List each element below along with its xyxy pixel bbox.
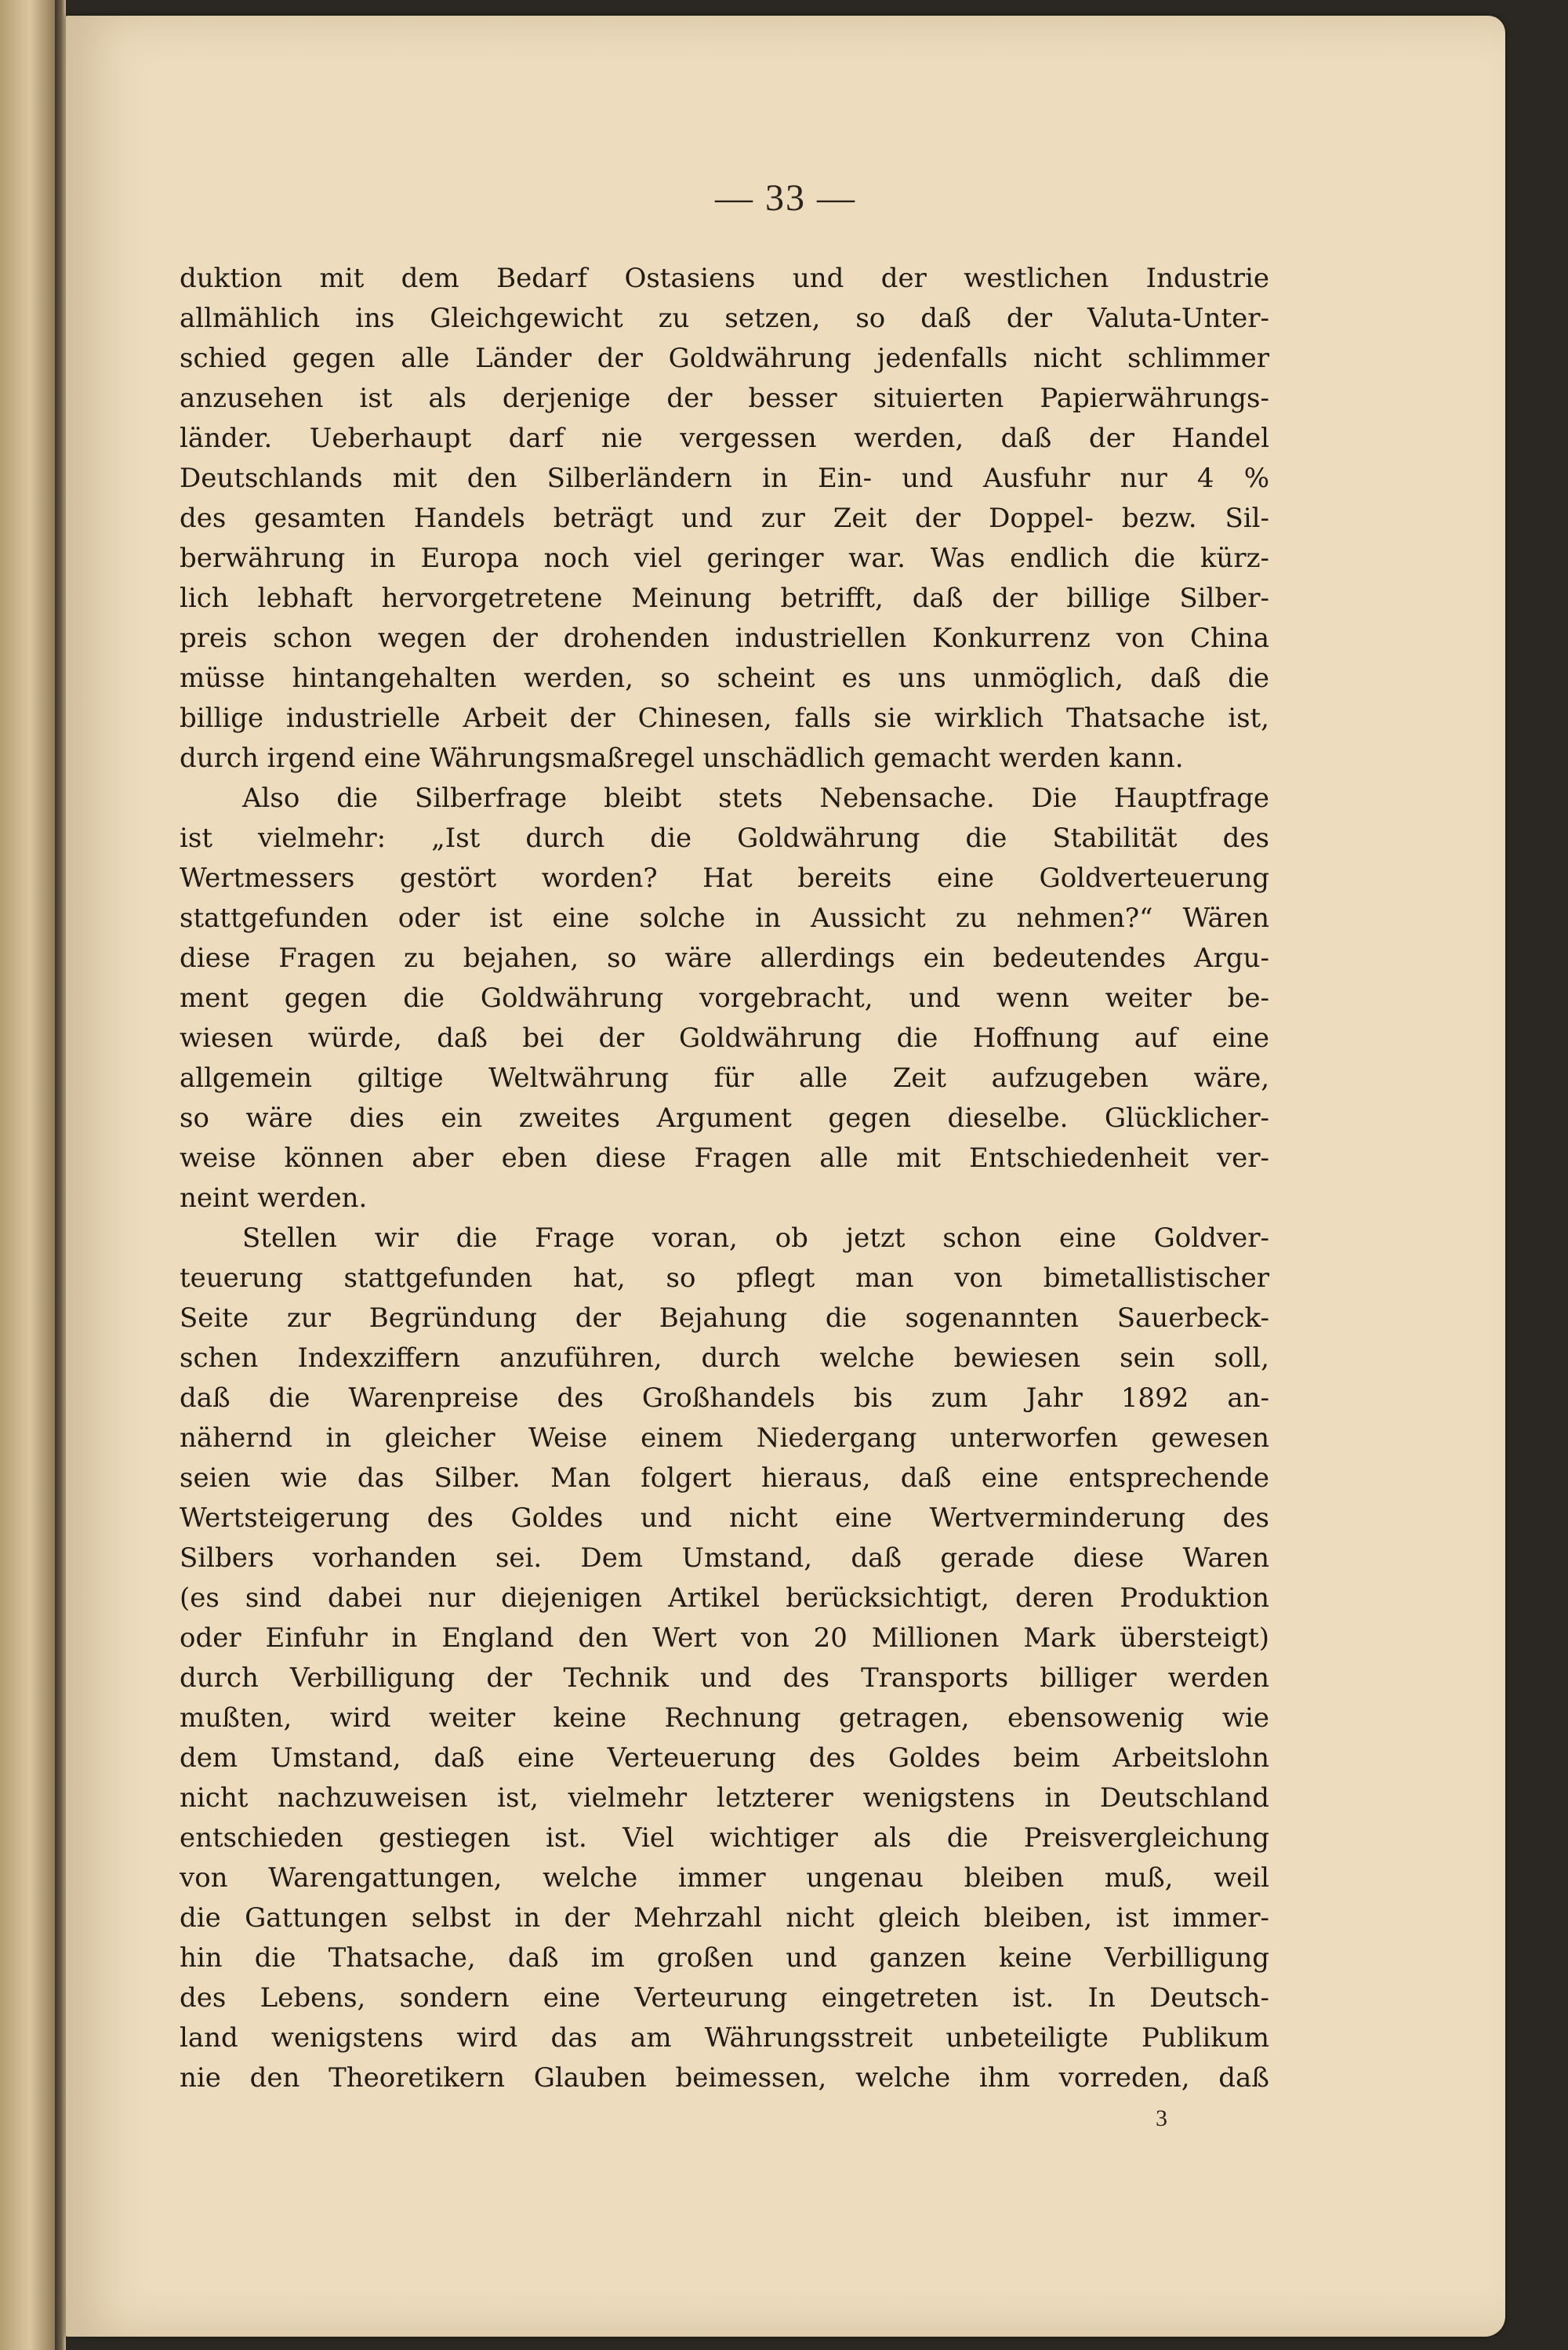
text-line: länder. Ueberhaupt darf nie vergessen werden, daß der Handel (180, 423, 1269, 454)
text-line: billige industrielle Arbeit der Chinesen, falls sie wirklich Thatsache ist, (180, 703, 1269, 734)
left-page-edge (0, 0, 55, 2350)
text-line: wiesen würde, daß bei der Goldwährung die Hoffnung auf eine (180, 1022, 1269, 1054)
text-line: hin die Thatsache, daß im großen und ganzen keine Verbilligung (180, 1942, 1269, 1974)
text-line: diese Fragen zu bejahen, so wäre allerdings ein bedeutendes Argu- (180, 943, 1269, 974)
text-line: Silbers vorhanden sei. Dem Umstand, daß gerade diese Waren (180, 1542, 1269, 1574)
text-line: daß die Warenpreise des Großhandels bis zum Jahr 1892 an- (180, 1382, 1269, 1414)
text-line: des gesamten Handels beträgt und zur Zeit der Doppel- bezw. Sil- (180, 503, 1269, 534)
text-line: weise können aber eben diese Fragen alle mit Entschiedenheit ver- (180, 1142, 1269, 1174)
text-line: nicht nachzuweisen ist, vielmehr letzterer wenigstens in Deutschland (180, 1782, 1269, 1814)
text-line: land wenigstens wird das am Währungsstreit unbeteiligte Publikum (180, 2022, 1269, 2054)
text-line: Also die Silberfrage bleibt stets Nebensache. Die Hauptfrage (242, 783, 1269, 814)
text-line: nie den Theoretikern Glauben beimessen, welche ihm vorreden, daß (180, 2062, 1269, 2094)
text-line: so wäre dies ein zweites Argument gegen dieselbe. Glücklicher- (180, 1102, 1269, 1134)
text-line: stattgefunden oder ist eine solche in Aussicht zu nehmen?“ Wären (180, 903, 1269, 934)
text-line: schen Indexziffern anzuführen, durch welche bewiesen sein soll, (180, 1342, 1269, 1374)
text-line: ist vielmehr: „Ist durch die Goldwährung die Stabilität des (180, 823, 1269, 854)
text-line: allmählich ins Gleichgewicht zu setzen, so daß der Valuta-Unter- (180, 303, 1269, 334)
text-line: allgemein giltige Weltwährung für alle Zeit aufzugeben wäre, (180, 1062, 1269, 1094)
text-line: Stellen wir die Frage voran, ob jetzt schon eine Goldver- (242, 1222, 1269, 1254)
text-line: von Warengattungen, welche immer ungenau bleiben muß, weil (180, 1862, 1269, 1894)
body-text (180, 259, 1269, 2098)
text-line: Wertsteigerung des Goldes und nicht eine Wertverminderung des (180, 1502, 1269, 1534)
text-line: nähernd in gleicher Weise einem Niedergang unterworfen gewesen (180, 1422, 1269, 1454)
text-line: entschieden gestiegen ist. Viel wichtiger als die Preisvergleichung (180, 1822, 1269, 1854)
book-gutter (55, 0, 66, 2350)
text-line: lich lebhaft hervorgetretene Meinung betrifft, daß der billige Silber- (180, 583, 1269, 614)
page-number: — 33 — (715, 177, 856, 219)
book-page (66, 16, 1505, 2337)
text-line: teuerung stattgefunden hat, so pflegt man von bimetallistischer (180, 1262, 1269, 1294)
text-line: Wertmessers gestört worden? Hat bereits eine Goldverteuerung (180, 863, 1269, 894)
text-line: anzusehen ist als derjenige der besser situierten Papierwährungs- (180, 383, 1269, 414)
text-line: berwährung in Europa noch viel geringer war. Was endlich die kürz- (180, 543, 1269, 574)
text-line: duktion mit dem Bedarf Ostasiens und der westlichen Industrie (180, 263, 1269, 294)
text-line: seien wie das Silber. Man folgert hieraus, daß eine entsprechende (180, 1462, 1269, 1494)
text-line: ment gegen die Goldwährung vorgebracht, und wenn weiter be- (180, 982, 1269, 1014)
text-line: müsse hintangehalten werden, so scheint es uns unmöglich, daß die (180, 663, 1269, 694)
signature-mark: 3 (1156, 2105, 1167, 2131)
text-line: oder Einfuhr in England den Wert von 20 Millionen Mark übersteigt) (180, 1622, 1269, 1654)
text-line: Seite zur Begründung der Bejahung die sogenannten Sauerbeck- (180, 1302, 1269, 1334)
text-line: des Lebens, sondern eine Verteurung eingetreten ist. In Deutsch- (180, 1982, 1269, 2014)
text-line: durch Verbilligung der Technik und des Transports billiger werden (180, 1662, 1269, 1694)
text-line: (es sind dabei nur diejenigen Artikel berücksichtigt, deren Produktion (180, 1582, 1269, 1614)
text-line: dem Umstand, daß eine Verteuerung des Goldes beim Arbeitslohn (180, 1742, 1269, 1774)
text-line: schied gegen alle Länder der Goldwährung jedenfalls nicht schlimmer (180, 343, 1269, 374)
text-line: neint werden. (180, 1182, 368, 1214)
text-line: die Gattungen selbst in der Mehrzahl nicht gleich bleiben, ist immer- (180, 1902, 1269, 1934)
text-line: preis schon wegen der drohenden industriellen Konkurrenz von China (180, 623, 1269, 654)
text-line: Deutschlands mit den Silberländern in Ein- und Ausfuhr nur 4 % (180, 463, 1269, 494)
text-line: mußten, wird weiter keine Rechnung getragen, ebensowenig wie (180, 1702, 1269, 1734)
text-line: durch irgend eine Währungsmaßregel unschädlich gemacht werden kann. (180, 743, 1184, 774)
